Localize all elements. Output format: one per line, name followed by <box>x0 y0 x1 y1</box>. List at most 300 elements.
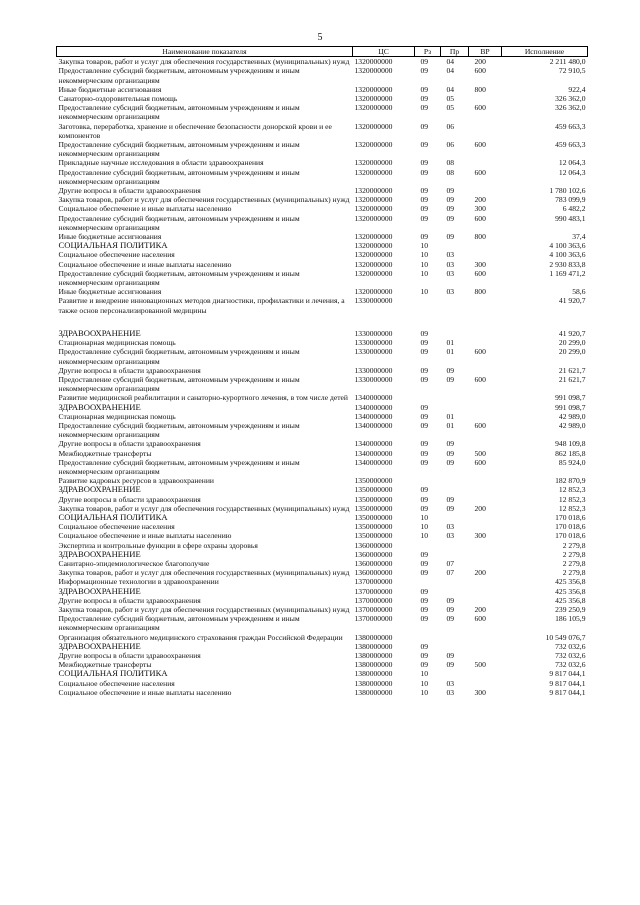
table-row <box>57 412 588 421</box>
row-rz: 09 <box>420 420 429 430</box>
row-rz: 10 <box>420 678 429 688</box>
row-vr <box>469 338 502 347</box>
row-pr: 07 <box>446 568 455 578</box>
row-rz: 10 <box>420 268 429 278</box>
row-vr: 300 <box>474 259 486 269</box>
row-name: Закупка товаров, работ и услуг для обеспечения государственных (муниципальных) нужд <box>58 604 350 614</box>
table-row <box>57 250 588 259</box>
row-vr <box>469 513 502 522</box>
row-amount: 12 064,3 <box>558 158 586 168</box>
table-body <box>57 57 588 697</box>
row-pr: 09 <box>446 448 455 458</box>
row-pr <box>441 485 469 494</box>
table-header-row <box>57 47 588 57</box>
row-pr: 03 <box>446 678 455 688</box>
row-pr: 03 <box>446 531 455 541</box>
row-rz: 09 <box>420 204 429 214</box>
row-rz: 09 <box>420 140 429 150</box>
row-pr <box>441 403 469 412</box>
row-pr: 09 <box>446 614 455 624</box>
row-vr: 600 <box>474 457 486 467</box>
row-amount: 732 032,6 <box>555 641 586 651</box>
row-rz: 10 <box>420 287 429 297</box>
row-amount: 459 663,3 <box>555 140 586 150</box>
table-row <box>57 679 588 688</box>
section-row <box>57 587 588 596</box>
row-cs: 1320000000 <box>354 103 393 113</box>
row-vr: 600 <box>474 167 486 177</box>
row-pr: 09 <box>446 604 455 614</box>
row-cs: 1320000000 <box>354 186 393 196</box>
row-pr: 09 <box>446 503 455 513</box>
row-name: Межбюджетные трансферты <box>58 448 152 458</box>
row-cs: 1320000000 <box>354 241 393 251</box>
row-vr <box>469 485 502 494</box>
row-vr: 300 <box>474 531 486 541</box>
row-pr: 09 <box>446 595 455 605</box>
table-row <box>57 94 588 103</box>
row-vr <box>469 550 502 559</box>
header-amount: Исполнение <box>502 47 588 57</box>
section-row <box>57 550 588 559</box>
row-pr: 09 <box>446 365 455 375</box>
row-name: Стационарная медицинская помощь <box>58 338 176 348</box>
row-cs: 1370000000 <box>354 614 393 624</box>
section-row <box>57 329 588 338</box>
row-rz: 09 <box>420 485 429 495</box>
row-amount: 12 852,3 <box>558 503 586 513</box>
row-vr: 800 <box>474 232 486 242</box>
header-cs: ЦС <box>353 47 415 57</box>
table-row <box>57 421 588 439</box>
row-amount: 170 018,6 <box>555 512 586 522</box>
row-amount: 2 279,8 <box>562 549 586 559</box>
table-row <box>57 186 588 195</box>
table-row <box>57 347 588 365</box>
row-name: Предоставление субсидий бюджетным, автономным учреждениям и иным некоммерческим организациям <box>58 374 300 394</box>
row-vr <box>469 522 502 531</box>
table-row <box>57 296 588 314</box>
table-row <box>57 122 588 140</box>
row-vr <box>469 651 502 660</box>
row-pr <box>441 550 469 559</box>
row-vr <box>469 633 502 642</box>
row-vr <box>469 495 502 504</box>
table-row <box>57 103 588 121</box>
row-pr: 05 <box>446 94 455 104</box>
row-amount: 990 483,1 <box>555 213 586 223</box>
row-name: Другие вопросы в области здравоохранения <box>58 494 201 504</box>
row-cs: 1340000000 <box>354 439 393 449</box>
row-cs: 1320000000 <box>354 57 393 67</box>
blank-cell <box>57 315 588 329</box>
row-amount: 10 549 076,7 <box>545 632 586 642</box>
row-name: Социальное обеспечение населения <box>58 522 175 532</box>
row-vr <box>469 439 502 448</box>
row-pr: 09 <box>446 439 455 449</box>
row-cs: 1370000000 <box>354 595 393 605</box>
row-vr: 200 <box>474 568 486 578</box>
row-rz: 09 <box>420 338 429 348</box>
row-name: Закупка товаров, работ и услуг для обеспечения государственных (муниципальных) нужд <box>58 503 350 513</box>
table-row <box>57 541 588 550</box>
row-vr <box>469 596 502 605</box>
header-rz: Рз <box>415 47 441 57</box>
row-cs: 1320000000 <box>354 84 393 94</box>
row-cs: 1320000000 <box>354 250 393 260</box>
row-pr: 09 <box>446 374 455 384</box>
row-name: Другие вопросы в области здравоохранения <box>58 651 201 660</box>
row-amount: 425 356,8 <box>555 595 586 605</box>
row-vr <box>469 403 502 412</box>
row-vr <box>469 642 502 651</box>
row-vr: 300 <box>474 687 486 697</box>
table-row <box>57 660 588 669</box>
row-pr: 08 <box>446 158 455 168</box>
row-amount: 21 621,7 <box>558 365 586 375</box>
row-pr: 09 <box>446 195 455 205</box>
row-cs: 1320000000 <box>354 158 393 168</box>
row-cs: 1350000000 <box>354 531 393 541</box>
row-amount: 732 032,6 <box>555 660 586 670</box>
row-name: Иные бюджетные ассигнования <box>58 287 162 297</box>
row-amount: 58,6 <box>572 287 586 297</box>
row-cs: 1370000000 <box>354 604 393 614</box>
row-cs: 1320000000 <box>354 287 393 297</box>
row-name: Заготовка, переработка, хранение и обеспечение безопасности донорской крови и ее компонентов <box>58 121 332 140</box>
row-amount: 459 663,3 <box>555 121 586 131</box>
row-name: Санаторно-оздоровительная помощь <box>58 94 178 104</box>
table-row <box>57 269 588 287</box>
row-rz: 09 <box>420 328 429 338</box>
section-row <box>57 642 588 651</box>
row-rz: 09 <box>420 641 429 651</box>
row-cs: 1380000000 <box>354 641 393 651</box>
row-rz: 09 <box>420 57 429 67</box>
row-amount: 42 989,0 <box>558 420 586 430</box>
row-name: ЗДРАВООХРАНЕНИЕ <box>58 485 141 495</box>
table-row <box>57 158 588 167</box>
row-amount: 20 299,0 <box>558 347 586 357</box>
row-name: Предоставление субсидий бюджетным, автономным учреждениям и иным некоммерческим организациям <box>58 457 300 476</box>
row-pr <box>441 329 469 338</box>
row-rz: 10 <box>420 250 429 260</box>
row-name: Предоставление субсидий бюджетным, автономным учреждениям и иным некоммерческим организациям <box>58 268 300 288</box>
row-pr: 06 <box>446 121 455 131</box>
row-cs: 1380000000 <box>354 660 393 670</box>
row-cs: 1340000000 <box>354 448 393 458</box>
row-rz: 09 <box>420 66 429 76</box>
row-vr <box>469 94 502 103</box>
row-cs: 1350000000 <box>354 494 393 504</box>
table-row <box>57 504 588 513</box>
row-vr: 600 <box>474 374 486 384</box>
row-amount: 326 362,0 <box>555 94 586 104</box>
row-vr <box>469 679 502 688</box>
table-row <box>57 495 588 504</box>
row-vr: 800 <box>474 287 486 297</box>
table-row <box>57 476 588 485</box>
row-rz <box>415 633 441 642</box>
row-cs: 1320000000 <box>354 204 393 214</box>
row-pr: 04 <box>446 66 455 76</box>
row-cs: 1340000000 <box>354 457 393 467</box>
row-name: Социальное обеспечение и иные выплаты населению <box>58 204 232 214</box>
row-vr <box>469 241 502 250</box>
row-vr: 600 <box>474 140 486 150</box>
row-cs: 1380000000 <box>354 678 393 688</box>
row-name: Развитие медицинской реабилитации и санаторно-курортного лечения, в том числе детей <box>58 393 348 403</box>
row-amount: 2 279,8 <box>562 568 586 578</box>
table-row <box>57 168 588 186</box>
row-vr: 600 <box>474 347 486 357</box>
row-amount: 991 098,7 <box>555 402 586 412</box>
row-pr: 05 <box>446 103 455 113</box>
row-pr <box>441 587 469 596</box>
row-name: Предоставление субсидий бюджетным, автономным учреждениям и иным некоммерческим организациям <box>58 213 300 232</box>
row-pr: 07 <box>446 558 455 568</box>
table-row <box>57 614 588 632</box>
row-amount: 85 924,0 <box>558 457 586 467</box>
row-amount: 239 250,9 <box>555 604 586 614</box>
row-cs: 1340000000 <box>354 411 393 421</box>
row-rz: 09 <box>420 614 429 624</box>
row-name: Иные бюджетные ассигнования <box>58 232 162 242</box>
table-row <box>57 214 588 232</box>
row-amount: 9 817 044,1 <box>549 669 586 679</box>
row-rz: 09 <box>420 651 429 660</box>
row-cs: 1380000000 <box>354 632 393 642</box>
row-vr <box>469 158 502 167</box>
row-cs: 1350000000 <box>354 522 393 532</box>
row-cs: 1320000000 <box>354 195 393 205</box>
row-amount: 186 105,9 <box>555 614 586 624</box>
row-name: ЗДРАВООХРАНЕНИЕ <box>58 586 141 596</box>
row-vr <box>469 541 502 550</box>
row-pr: 04 <box>446 84 455 94</box>
row-vr: 600 <box>474 103 486 113</box>
row-cs: 1380000000 <box>354 651 393 660</box>
row-name: Развитие кадровых ресурсов в здравоохранении <box>58 476 214 486</box>
row-pr: 09 <box>446 186 455 196</box>
row-name: СОЦИАЛЬНАЯ ПОЛИТИКА <box>58 512 168 522</box>
row-amount: 425 356,8 <box>555 586 586 596</box>
header-name: Наименование показателя <box>57 47 353 57</box>
row-rz: 09 <box>420 167 429 177</box>
row-rz: 09 <box>420 604 429 614</box>
row-pr: 01 <box>446 338 455 348</box>
row-name: Социальное обеспечение и иные выплаты населению <box>58 259 232 269</box>
row-pr <box>441 513 469 522</box>
table-row <box>57 393 588 402</box>
section-row <box>57 485 588 494</box>
row-rz <box>415 541 441 550</box>
row-vr: 600 <box>474 420 486 430</box>
row-rz: 09 <box>420 549 429 559</box>
row-cs: 1330000000 <box>354 296 393 306</box>
row-cs: 1370000000 <box>354 586 393 596</box>
row-rz: 09 <box>420 439 429 449</box>
row-rz: 09 <box>420 195 429 205</box>
row-cs: 1350000000 <box>354 503 393 513</box>
row-cs: 1330000000 <box>354 365 393 375</box>
row-amount: 2 930 833,8 <box>549 259 586 269</box>
row-rz: 09 <box>420 402 429 412</box>
row-amount: 326 362,0 <box>555 103 586 113</box>
row-name: Другие вопросы в области здравоохранения <box>58 595 201 605</box>
table-row <box>57 366 588 375</box>
row-pr: 09 <box>446 204 455 214</box>
row-rz: 10 <box>420 522 429 532</box>
section-row <box>57 403 588 412</box>
budget-table <box>56 46 588 697</box>
row-name: Социальное обеспечение и иные выплаты населению <box>58 687 232 697</box>
row-pr <box>441 541 469 550</box>
row-name: ЗДРАВООХРАНЕНИЕ <box>58 641 141 651</box>
row-pr <box>441 476 469 485</box>
section-row <box>57 513 588 522</box>
row-amount: 862 185,8 <box>555 448 586 458</box>
row-vr <box>469 296 502 314</box>
table-row <box>57 375 588 393</box>
row-vr: 200 <box>474 195 486 205</box>
row-pr: 01 <box>446 420 455 430</box>
table-row <box>57 260 588 269</box>
row-rz: 09 <box>420 568 429 578</box>
row-cs: 1360000000 <box>354 549 393 559</box>
row-amount: 12 064,3 <box>558 167 586 177</box>
row-amount: 41 920,7 <box>558 328 586 338</box>
row-rz: 09 <box>420 494 429 504</box>
row-cs: 1320000000 <box>354 121 393 131</box>
row-name: Предоставление субсидий бюджетным, автономным учреждениям и иным некоммерческим организациям <box>58 167 300 186</box>
row-rz: 09 <box>420 84 429 94</box>
row-amount: 21 621,7 <box>558 374 586 384</box>
row-rz: 09 <box>420 213 429 223</box>
row-rz: 09 <box>420 121 429 131</box>
row-pr: 04 <box>446 57 455 67</box>
row-rz: 10 <box>420 687 429 697</box>
row-rz: 09 <box>420 103 429 113</box>
table-row <box>57 338 588 347</box>
row-amount: 2 211 480,0 <box>549 57 586 67</box>
row-rz: 10 <box>420 241 429 251</box>
row-vr <box>469 476 502 485</box>
table-row <box>57 287 588 296</box>
table-row <box>57 449 588 458</box>
row-cs: 1320000000 <box>354 66 393 76</box>
table-row <box>57 531 588 540</box>
row-vr: 800 <box>474 84 486 94</box>
table-row <box>57 559 588 568</box>
row-vr <box>469 122 502 140</box>
row-pr <box>441 642 469 651</box>
row-name: Социальное обеспечение населения <box>58 250 175 260</box>
row-pr: 03 <box>446 687 455 697</box>
row-name: Организация обязательного медицинского страхования граждан Российской Федерации <box>58 632 343 642</box>
row-amount: 182 870,9 <box>555 476 586 486</box>
row-name: Другие вопросы в области здравоохранения <box>58 186 201 196</box>
row-rz <box>415 393 441 402</box>
table-row <box>57 651 588 660</box>
row-amount: 783 099,9 <box>555 195 586 205</box>
row-vr <box>469 412 502 421</box>
row-name: СОЦИАЛЬНАЯ ПОЛИТИКА <box>58 241 168 251</box>
row-rz: 09 <box>420 158 429 168</box>
row-cs: 1320000000 <box>354 268 393 278</box>
row-name: Межбюджетные трансферты <box>58 660 152 670</box>
table-row <box>57 522 588 531</box>
row-name: Закупка товаров, работ и услуг для обеспечения государственных (муниципальных) нужд <box>58 57 350 67</box>
table-row <box>57 568 588 577</box>
row-amount: 9 817 044,1 <box>549 678 586 688</box>
row-rz <box>415 577 441 586</box>
row-amount: 6 482,2 <box>562 204 586 214</box>
page-number: 5 <box>317 32 323 43</box>
row-cs: 1330000000 <box>354 328 393 338</box>
row-amount: 948 109,8 <box>555 439 586 449</box>
row-cs: 1340000000 <box>354 402 393 412</box>
row-amount: 1 780 102,6 <box>549 186 586 196</box>
row-cs: 1320000000 <box>354 259 393 269</box>
row-rz: 09 <box>420 232 429 242</box>
row-cs: 1340000000 <box>354 420 393 430</box>
row-name: Информационные технологии в здравоохранении <box>58 577 219 587</box>
row-vr: 200 <box>474 604 486 614</box>
row-cs: 1320000000 <box>354 232 393 242</box>
row-name: Развитие и внедрение инновационных методов диагностики, профилактики и лечения, а также основ персонализированной медицины <box>58 296 345 315</box>
row-amount: 72 910,5 <box>558 66 586 76</box>
row-cs: 1360000000 <box>354 540 393 550</box>
row-rz: 09 <box>420 448 429 458</box>
row-name: Прикладные научные исследования в области здравоохранения <box>58 158 264 168</box>
row-amount: 12 852,3 <box>558 494 586 504</box>
row-pr: 09 <box>446 232 455 242</box>
row-pr: 03 <box>446 259 455 269</box>
row-name: Иные бюджетные ассигнования <box>58 84 162 94</box>
row-rz: 09 <box>420 411 429 421</box>
row-vr <box>469 393 502 402</box>
row-name: Другие вопросы в области здравоохранения <box>58 365 201 375</box>
row-vr <box>469 577 502 586</box>
table-row <box>57 204 588 213</box>
table-row <box>57 195 588 204</box>
row-pr: 03 <box>446 250 455 260</box>
row-name: Санитарно-эпидемиологическое благополучие <box>58 558 210 568</box>
row-amount: 2 279,8 <box>562 540 586 550</box>
row-rz: 09 <box>420 457 429 467</box>
table-row <box>57 85 588 94</box>
row-amount: 2 279,8 <box>562 558 586 568</box>
row-rz: 09 <box>420 503 429 513</box>
row-vr: 600 <box>474 213 486 223</box>
table-row <box>57 605 588 614</box>
table-row <box>57 577 588 586</box>
row-cs: 1330000000 <box>354 347 393 357</box>
row-name: ЗДРАВООХРАНЕНИЕ <box>58 549 141 559</box>
section-row <box>57 241 588 250</box>
row-vr <box>469 559 502 568</box>
row-cs: 1370000000 <box>354 577 393 587</box>
row-pr: 03 <box>446 268 455 278</box>
row-rz: 09 <box>420 660 429 670</box>
table-row <box>57 439 588 448</box>
row-pr: 03 <box>446 522 455 532</box>
row-name: Закупка товаров, работ и услуг для обеспечения государственных (муниципальных) нужд <box>58 195 350 205</box>
row-cs: 1350000000 <box>354 485 393 495</box>
row-rz: 10 <box>420 669 429 679</box>
blank-row <box>57 315 588 329</box>
